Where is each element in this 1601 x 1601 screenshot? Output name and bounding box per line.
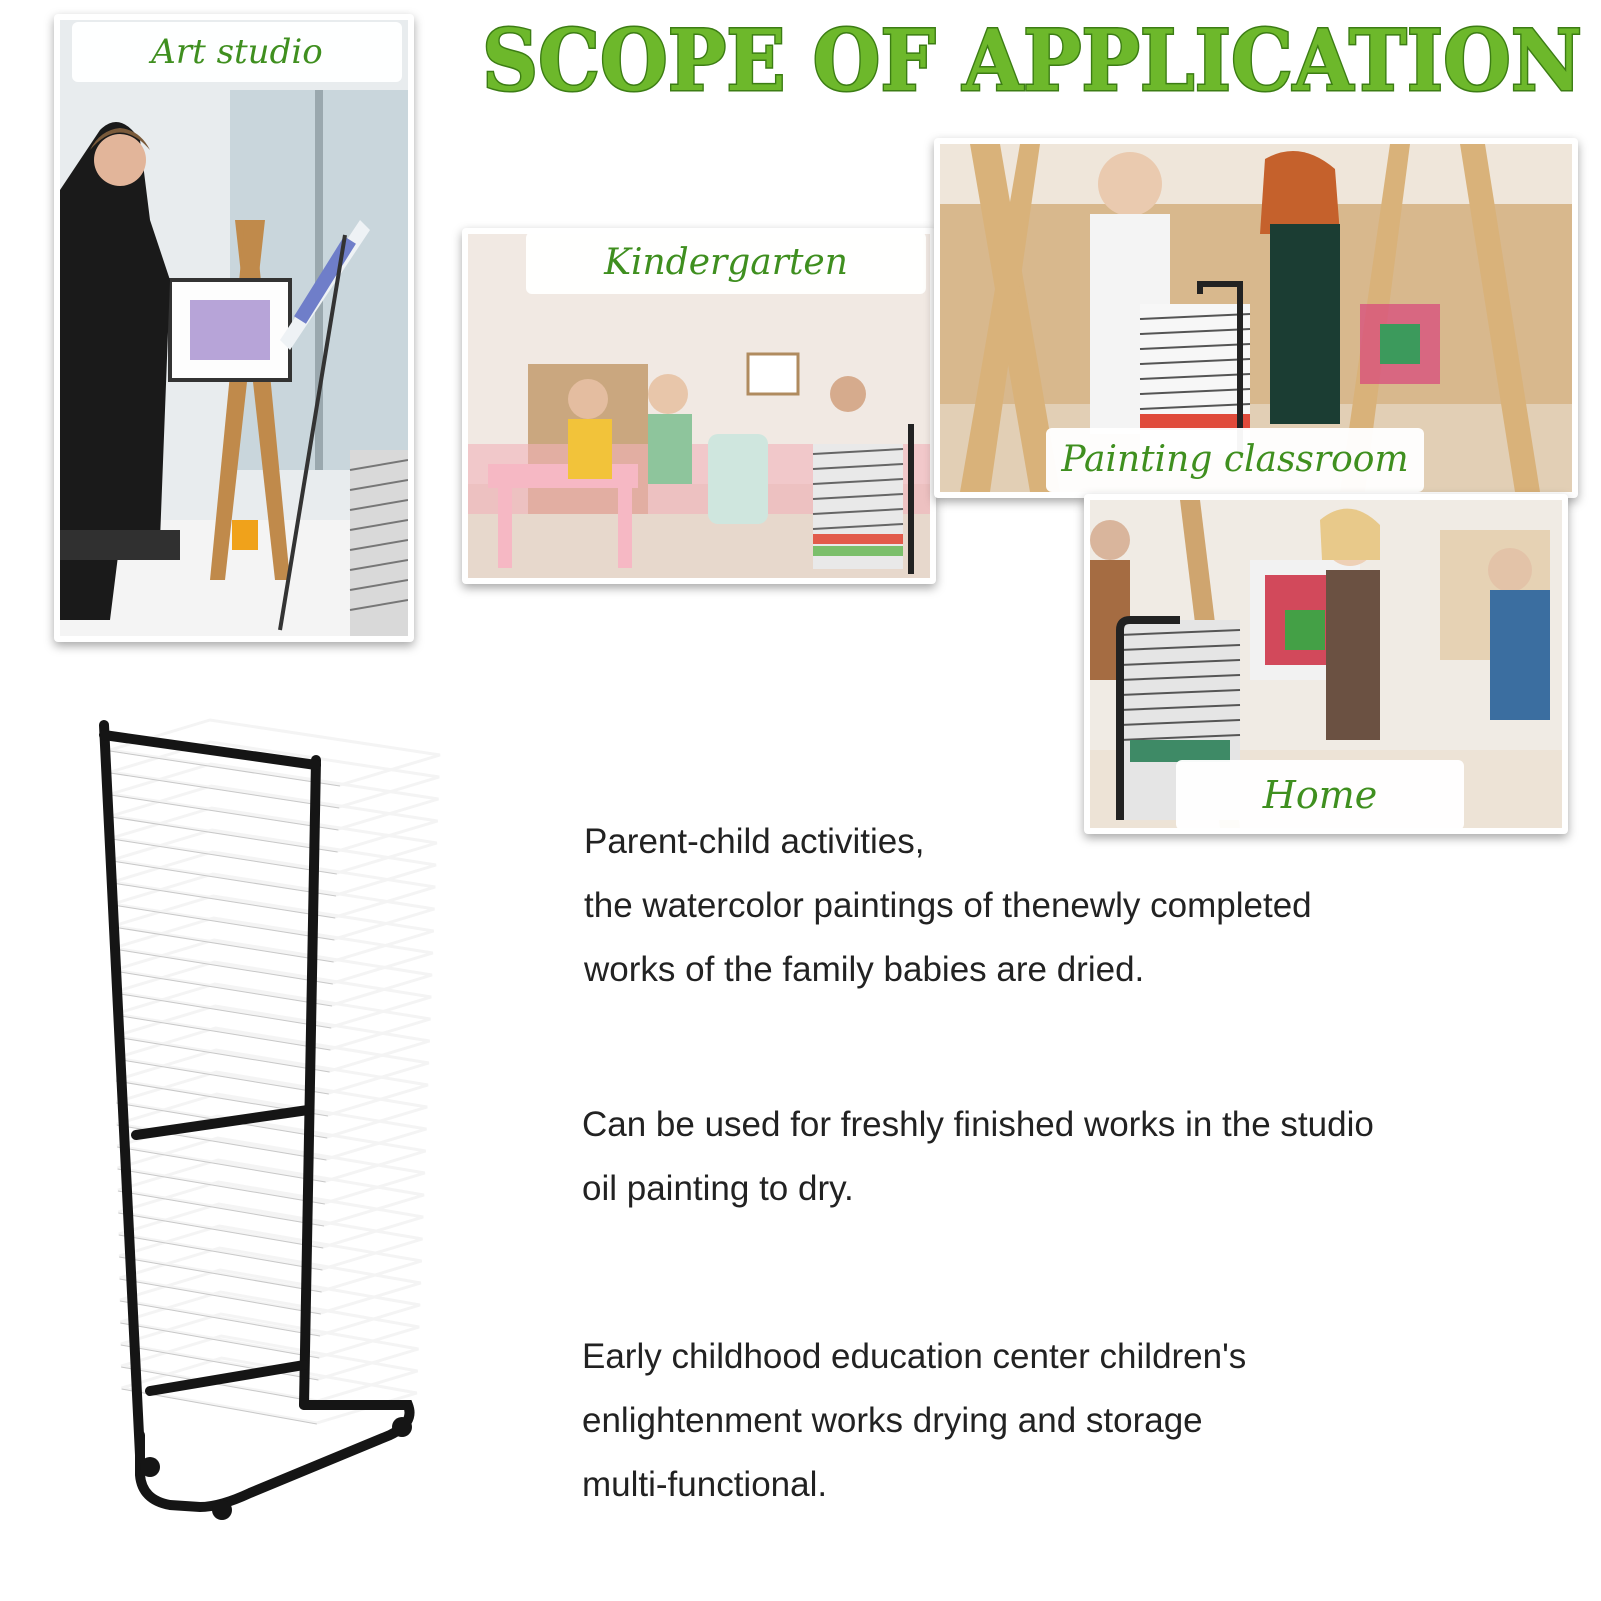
rack-shelf-wire <box>120 1292 419 1357</box>
painting-classroom-caption: Painting classroom <box>1046 428 1424 492</box>
description-line: Can be used for freshly finished works in the studio <box>582 1105 1374 1144</box>
rack-shelf-wire <box>119 1226 421 1291</box>
page-title-text: SCOPE OF APPLICATION <box>482 11 1582 108</box>
description-line: multi-functional. <box>582 1465 828 1504</box>
description-line: enlightenment works drying and storage <box>582 1401 1203 1440</box>
description-studio <box>582 1093 1374 1221</box>
kindergarten-caption: Kindergarten <box>526 232 926 294</box>
description-early-childhood <box>582 1325 1246 1517</box>
drying-rack-icon <box>90 715 470 1600</box>
home-caption: Home <box>1176 760 1464 830</box>
description-line: oil painting to dry. <box>582 1169 854 1208</box>
description-parent-child <box>584 810 1312 1002</box>
description-line: Parent-child activities, <box>584 822 925 861</box>
rack-shelf-wire <box>120 1248 421 1313</box>
page-title <box>472 8 1592 108</box>
art-studio-photo <box>54 14 414 642</box>
rack-shelf-wire <box>120 1270 420 1335</box>
description-line: Early childhood education center children's <box>582 1337 1247 1376</box>
art-studio-caption: Art studio <box>72 22 402 82</box>
description-line: works of the family babies are dried. <box>584 950 1145 989</box>
description-line: the watercolor paintings of thenewly completed <box>584 886 1312 925</box>
